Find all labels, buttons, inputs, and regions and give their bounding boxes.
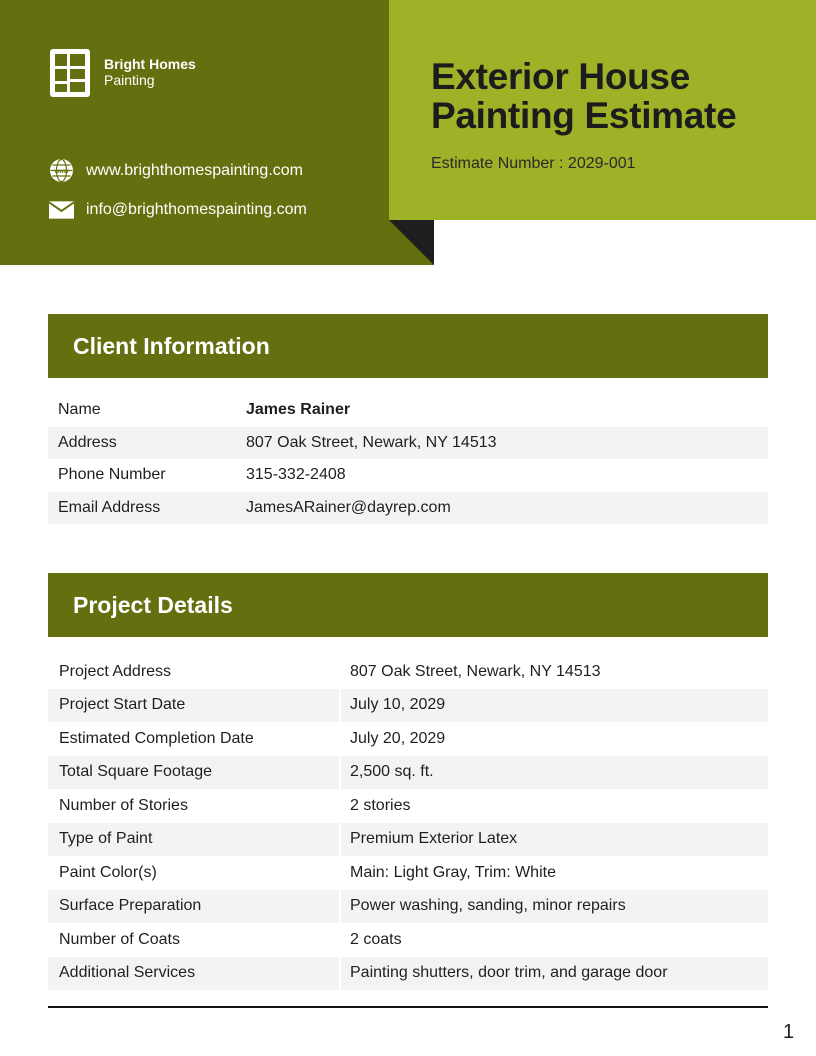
page-number: 1: [783, 1021, 795, 1043]
row-label: Email Address: [48, 492, 246, 525]
row-label: Type of Paint: [48, 823, 339, 857]
website-link[interactable]: www.brighthomespainting.com: [86, 161, 303, 179]
envelope-icon: [49, 197, 74, 222]
client-information-heading: Client Information: [48, 314, 768, 378]
website-contact: [49, 158, 303, 183]
row-label: Address: [48, 427, 246, 460]
table-row: [48, 923, 768, 957]
row-label: Project Start Date: [48, 689, 339, 723]
row-value: 315-332-2408: [246, 466, 346, 484]
row-value: 807 Oak Street, Newark, NY 14513: [350, 662, 601, 680]
row-value: Power washing, sanding, minor repairs: [341, 890, 768, 924]
row-value: July 20, 2029: [350, 729, 446, 747]
row-label: Paint Color(s): [59, 863, 157, 881]
row-value: 2 stories: [350, 796, 411, 814]
row-label: Surface Preparation: [48, 890, 339, 924]
client-information-table: [48, 394, 768, 524]
estimate-number: Estimate Number : 2029-001: [431, 155, 636, 172]
row-value: Premium Exterior Latex: [341, 823, 768, 857]
globe-icon: [49, 158, 74, 183]
brand-name: [104, 56, 196, 88]
row-label: Number of Coats: [59, 930, 180, 948]
row-label: Phone Number: [58, 466, 166, 484]
table-row: [48, 722, 768, 756]
project-details-heading: Project Details: [48, 573, 768, 637]
row-label: Total Square Footage: [48, 756, 339, 790]
row-label: Project Address: [59, 662, 172, 680]
project-details-table: [48, 655, 768, 990]
brand-name-line2: Painting: [104, 72, 155, 88]
window-grid-logo-icon: [50, 49, 90, 97]
footer-divider: [48, 1006, 768, 1008]
table-row: [48, 427, 768, 460]
row-value: 2,500 sq. ft.: [341, 756, 768, 790]
row-value: July 10, 2029: [341, 689, 768, 723]
header-dark-panel: [0, 0, 434, 265]
brand-name-line1: Bright Homes: [104, 56, 196, 72]
document-title-line1: Exterior House: [431, 56, 690, 97]
email-link[interactable]: info@brighthomespainting.com: [86, 200, 307, 218]
row-value: Main: Light Gray, Trim: White: [350, 863, 556, 881]
table-row: [48, 957, 768, 991]
row-label: Estimated Completion Date: [59, 729, 254, 747]
document-title-line2: Painting Estimate: [431, 95, 737, 136]
table-row: [48, 756, 768, 790]
table-row: [48, 856, 768, 890]
row-label: Name: [58, 401, 101, 419]
table-row: [48, 492, 768, 525]
document-title: [431, 57, 736, 135]
table-row: [48, 823, 768, 857]
row-value: JamesARainer@dayrep.com: [246, 492, 768, 525]
table-row: [48, 890, 768, 924]
table-row: [48, 655, 768, 689]
table-row: [48, 394, 768, 427]
row-value: Painting shutters, door trim, and garage door: [341, 957, 768, 991]
row-label: Number of Stories: [59, 796, 188, 814]
email-contact: [49, 197, 307, 222]
row-value: 2 coats: [350, 930, 402, 948]
svg-text:www: www: [54, 169, 69, 175]
table-row: [48, 459, 768, 492]
row-label: Additional Services: [48, 957, 339, 991]
table-row: [48, 789, 768, 823]
table-row: [48, 689, 768, 723]
row-value: James Rainer: [246, 401, 351, 419]
row-value: 807 Oak Street, Newark, NY 14513: [246, 427, 768, 460]
